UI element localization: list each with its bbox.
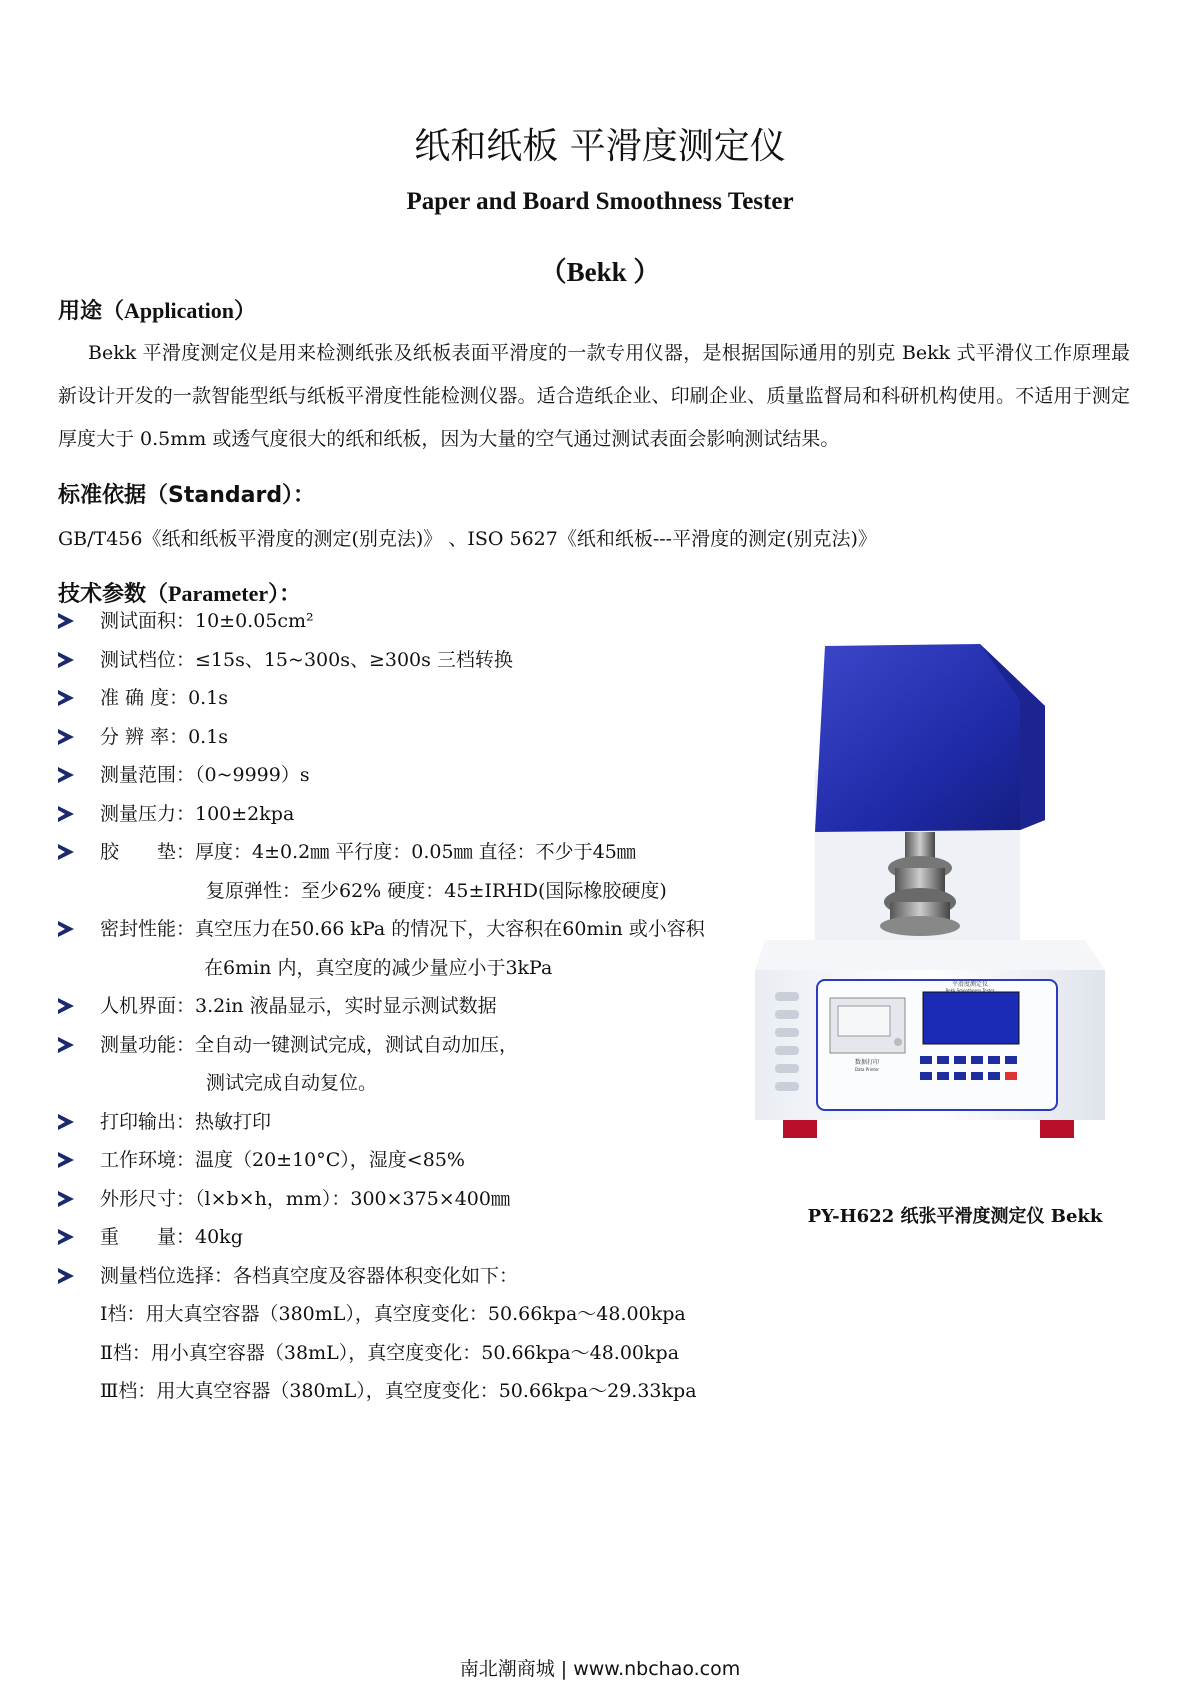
list-item: 重 量：40kg [58,1218,778,1257]
arrow-bullet-icon [58,613,74,629]
title-cn: 纸和纸板 平滑度测定仪 [414,126,786,167]
list-item-continuation: 在6min 内，真空度的减少量应小于3kPa [204,956,553,979]
parameter-heading: 技术参数（Parameter）： [58,581,302,606]
list-item: 密封性能：真空压力在50.66 kPa 的情况下，大容积在60min 或小容积 [58,910,778,949]
list-item-continuation: 复原弹性：至少62% 硬度：45±IRHD(国际橡胶硬度) [206,879,667,902]
list-item: 准 确 度：0.1s [58,679,778,718]
list-item-sub: Ⅰ档：用大真空容器（380mL），真空度变化：50.66kpa～48.00kpa [100,1303,686,1325]
standard-text: GB/T456《纸和纸板平滑度的测定(别克法)》 、ISO 5627《纸和纸板---平滑度的测定(别克法)》 [58,528,877,550]
arrow-bullet-icon [58,767,74,783]
arrow-bullet-icon [58,806,74,822]
arrow-bullet-icon [58,690,74,706]
panel-title: 平滑度测定仪 [951,981,989,988]
arrow-bullet-icon [58,998,74,1014]
list-item: 测试档位：≤15s、15~300s、≥300s 三档转换 [58,641,778,680]
title-model: （Bekk ） [539,257,661,287]
application-text: Bekk 平滑度测定仪是用来检测纸张及纸板表面平滑度的一款专用仪器，是根据国际通用的别克 Bekk 式平滑仪工作原理最新设计开发的一款智能型纸与纸板平滑度性能检测仪器。适合造纸企业、印刷企业、质量监督局和科研机构使用。不适用于测定厚度大于 0.5mm 或透气度很大的纸和纸板，因为大量的空气通过测试表面会影响测试结果。 [58,342,1130,450]
list-item: 外形尺寸：（l×b×h，mm）：300×375×400㎜ [58,1180,778,1219]
arrow-bullet-icon [58,652,74,668]
list-item: 工作环境：温度（20±10°C），湿度<85% [58,1141,778,1180]
arrow-bullet-icon [58,1229,74,1245]
arrow-bullet-icon [58,921,74,937]
list-item-continuation: 测试完成自动复位。 [206,1072,378,1094]
list-item-sub: Ⅱ档：用小真空容器（38mL），真空度变化：50.66kpa～48.00kpa [100,1341,680,1364]
list-item: 测试面积：10±0.05cm² [58,602,778,641]
arrow-bullet-icon [58,1268,74,1284]
list-item: 测量范围：（0~9999）s [58,756,778,795]
arrow-bullet-icon [58,844,74,860]
list-item-sub: Ⅲ档：用大真空容器（380mL），真空度变化：50.66kpa～29.33kpa [100,1380,697,1402]
standard-heading: 标准依据（Standard）： [58,483,316,508]
parameter-list [58,602,778,1411]
application-heading: 用途（Application） [58,298,257,323]
arrow-bullet-icon [58,729,74,745]
device-photo [755,640,1145,1180]
list-item: 人机界面：3.2in 液晶显示，实时显示测试数据 [58,987,778,1026]
list-item: 打印输出：热敏打印 [58,1103,778,1142]
list-item: 测量压力：100±2kpa [58,795,778,834]
printer-sublabel: Data Printer [854,1067,880,1072]
arrow-bullet-icon [58,1191,74,1207]
list-item: 胶 垫：厚度：4±0.2㎜ 平行度：0.05㎜ 直径：不少于45㎜ [58,833,778,872]
panel-subtitle: Bekk Smoothness Tester [945,988,995,993]
arrow-bullet-icon [58,1114,74,1130]
footer: 南北潮商城 | www.nbchao.com [459,1658,741,1680]
list-item: 分 辨 率：0.1s [58,718,778,757]
list-item: 测量档位选择：各档真空度及容器体积变化如下： [58,1257,778,1296]
list-item: 测量功能：全自动一键测试完成，测试自动加压， [58,1026,778,1065]
printer-label: 数据打印 [854,1059,880,1066]
arrow-bullet-icon [58,1152,74,1168]
device-caption: PY-H622 纸张平滑度测定仪 Bekk [807,1206,1103,1227]
title-en: Paper and Board Smoothness Tester [406,188,794,215]
arrow-bullet-icon [58,1037,74,1053]
